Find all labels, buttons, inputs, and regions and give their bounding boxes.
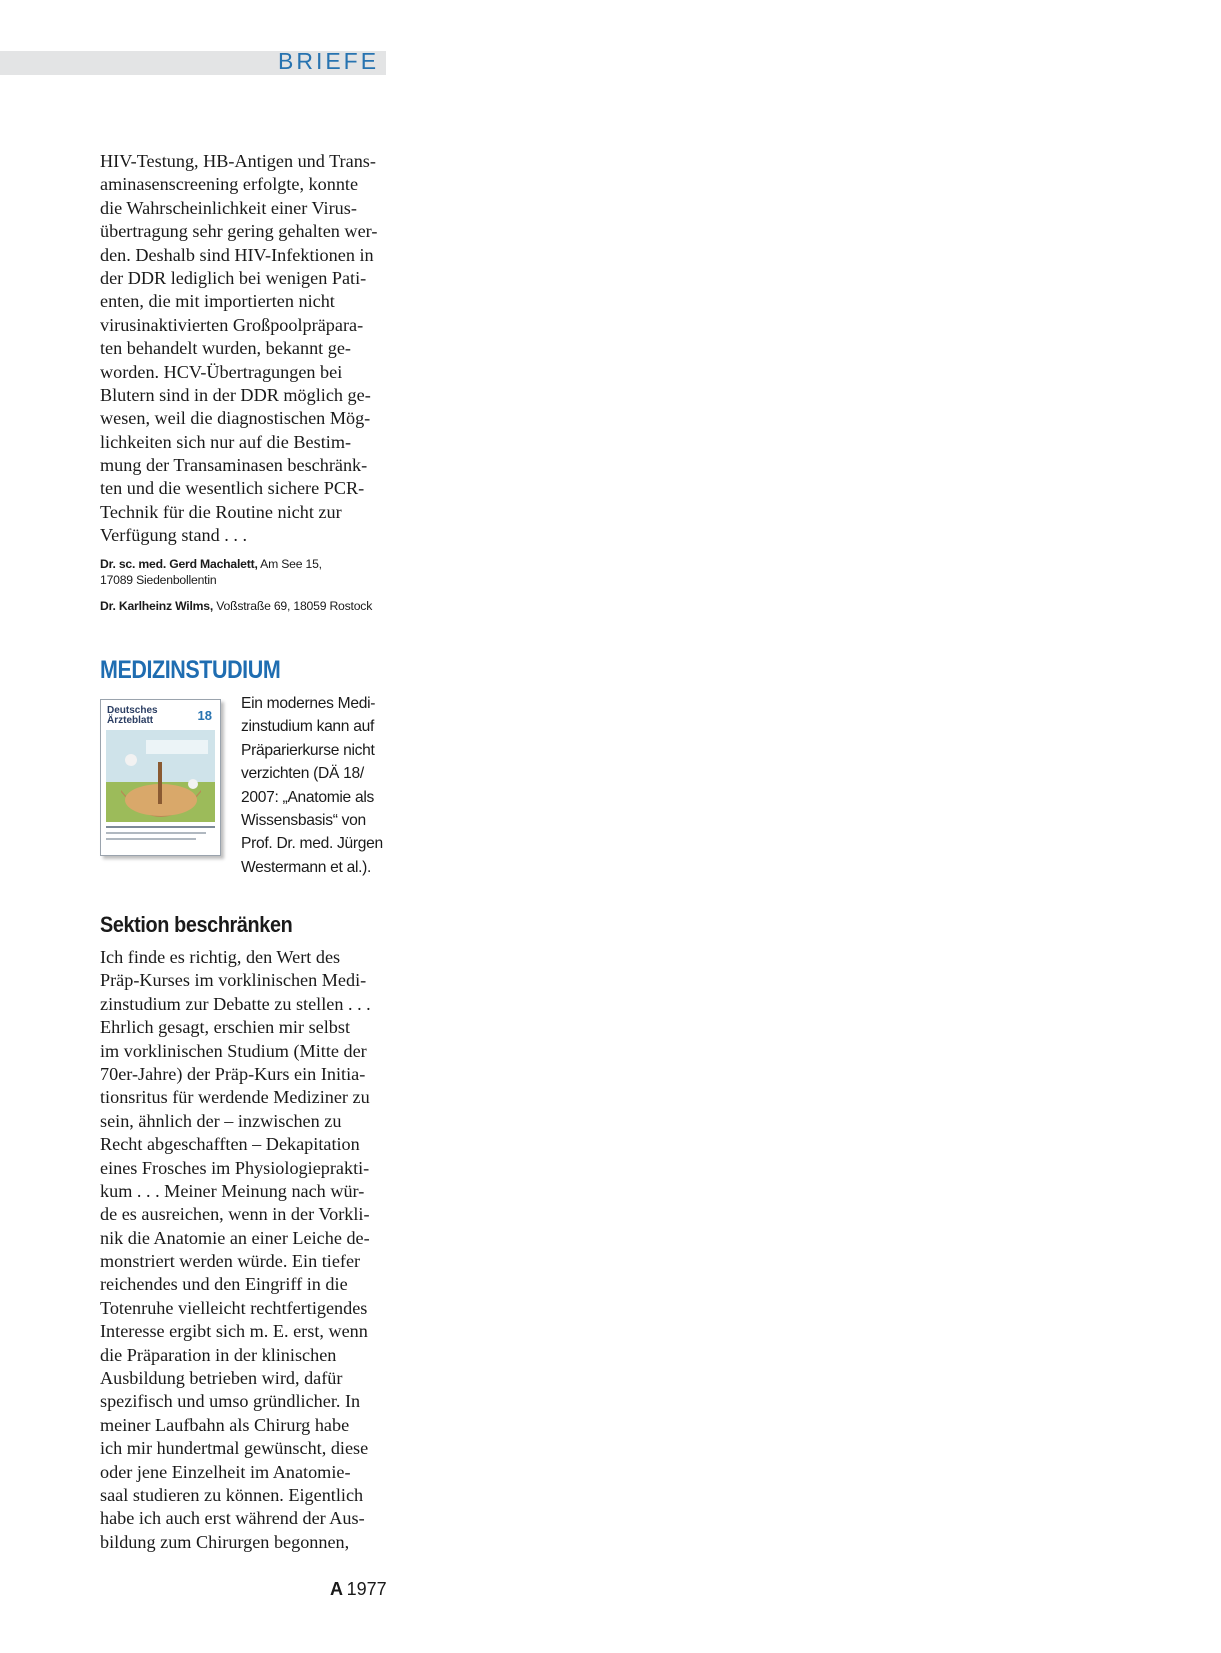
- teaser-line: 2007: „Anatomie als: [241, 788, 374, 806]
- rubric-title: MEDIZINSTUDIUM: [100, 656, 281, 684]
- text-line: aminasenscreening erfolgte, konnte: [100, 174, 359, 195]
- text-line: Verfügung stand . . .: [100, 525, 247, 546]
- text-line: den. Deshalb sind HIV-Infektionen in: [100, 244, 374, 265]
- teaser-line: Wissensbasis“ von: [241, 812, 366, 830]
- page-prefix: A: [330, 1579, 343, 1599]
- magazine-cover-image: [100, 699, 221, 856]
- section-label: BRIEFE: [278, 48, 380, 74]
- text-line: nik die Anatomie an einer Leiche de-: [100, 1227, 370, 1248]
- author-name: Dr. Karlheinz Wilms,: [100, 599, 214, 613]
- text-line: eines Frosches im Physiologieprakti-: [100, 1157, 370, 1178]
- author-address: Am See 15,: [257, 557, 322, 571]
- text-line: Recht abgeschafften – Dekapitation: [100, 1134, 360, 1155]
- signature-1: [100, 557, 387, 588]
- text-line: ten behandelt wurden, bekannt ge-: [100, 338, 351, 359]
- text-line: Totenruhe vielleicht rechtfertigendes: [100, 1297, 368, 1318]
- text-line: saal studieren zu können. Eigentlich: [100, 1484, 364, 1505]
- signature-2: [100, 599, 387, 615]
- text-line: wesen, weil die diagnostischen Mög-: [100, 408, 371, 429]
- text-line: im vorklinischen Studium (Mitte der: [100, 1040, 367, 1061]
- page-number: [330, 1579, 387, 1600]
- text-line: lichkeiten sich nur auf die Bestim-: [100, 431, 352, 452]
- text-line: enten, die mit importierten nicht: [100, 291, 335, 312]
- page-value: 1977: [346, 1579, 387, 1599]
- cover-issue-number: 18: [197, 708, 212, 723]
- text-line: reichendes und den Eingriff in die: [100, 1274, 348, 1295]
- author-name: Dr. sc. med. Gerd Machalett,: [100, 557, 258, 571]
- text-line: die Präparation in der klinischen: [100, 1344, 337, 1365]
- text-line: oder jene Einzelheit im Anatomie-: [100, 1461, 351, 1482]
- letter-2-title: Sektion beschränken: [100, 912, 293, 937]
- text-line: Präp-Kurses im vorklinischen Medi-: [100, 970, 367, 991]
- text-line: mung der Transaminasen beschränk-: [100, 455, 368, 476]
- text-line: sein, ähnlich der – inzwischen zu: [100, 1110, 342, 1131]
- text-line: Ausbildung betrieben wird, dafür: [100, 1368, 343, 1389]
- text-line: übertragung sehr gering gehalten wer-: [100, 221, 378, 242]
- text-line: de es ausreichen, wenn in der Vorkli-: [100, 1204, 370, 1225]
- text-line: kum . . . Meiner Meinung nach wür-: [100, 1180, 365, 1201]
- text-line: spezifisch und umso gründlicher. In: [100, 1391, 361, 1412]
- teaser-line: zinstudium kann auf: [241, 718, 374, 736]
- text-line: ten und die wesentlich sichere PCR-: [100, 478, 365, 499]
- text-line: meiner Laufbahn als Chirurg habe: [100, 1414, 350, 1435]
- text-line: 70er-Jahre) der Präp-Kurs ein Initia-: [100, 1063, 366, 1084]
- teaser-line: Ein modernes Medi-: [241, 695, 376, 712]
- text-line: habe ich auch erst während der Aus-: [100, 1508, 365, 1529]
- text-line: Interesse ergibt sich m. E. erst, wenn: [100, 1321, 368, 1342]
- letter-2-body: [100, 946, 387, 1554]
- cover-masthead-line: Deutsches: [107, 705, 158, 716]
- text-line: Technik für die Routine nicht zur: [100, 501, 342, 522]
- text-line: HIV-Testung, HB-Antigen und Trans-: [100, 151, 376, 171]
- text-line: monstriert werden würde. Ein tiefer: [100, 1251, 361, 1272]
- teaser-line: Westermann et al.).: [241, 858, 372, 876]
- rubric-teaser: [241, 692, 387, 879]
- cover-masthead-line: Ärzteblatt: [107, 715, 154, 726]
- teaser-line: Prof. Dr. med. Jürgen: [241, 835, 383, 853]
- text-line: die Wahrscheinlichkeit einer Virus-: [100, 197, 357, 218]
- text-line: Ich finde es richtig, den Wert des: [100, 947, 341, 967]
- text-line: zinstudium zur Debatte zu stellen . . .: [100, 993, 371, 1014]
- teaser-line: verzichten (DÄ 18/: [241, 765, 364, 783]
- cover-masthead: [107, 706, 158, 726]
- text-line: ich mir hundertmal gewünscht, diese: [100, 1438, 369, 1459]
- text-line: der DDR lediglich bei wenigen Pati-: [100, 267, 367, 288]
- text-line: tionsritus für werdende Mediziner zu: [100, 1087, 370, 1108]
- author-address: 17089 Siedenbollentin: [100, 572, 217, 587]
- letter-1-body: [100, 150, 387, 548]
- text-line: virusinaktivierten Großpoolpräpara-: [100, 314, 364, 335]
- author-address: Voßstraße 69, 18059 Rostock: [213, 599, 373, 613]
- text-line: Ehrlich gesagt, erschien mir selbst: [100, 1017, 351, 1038]
- text-line: Blutern sind in der DDR möglich ge-: [100, 384, 371, 405]
- teaser-line: Präparierkurse nicht: [241, 741, 375, 759]
- text-line: worden. HCV-Übertragungen bei: [100, 361, 343, 382]
- text-line: bildung zum Chirurgen begonnen,: [100, 1531, 350, 1552]
